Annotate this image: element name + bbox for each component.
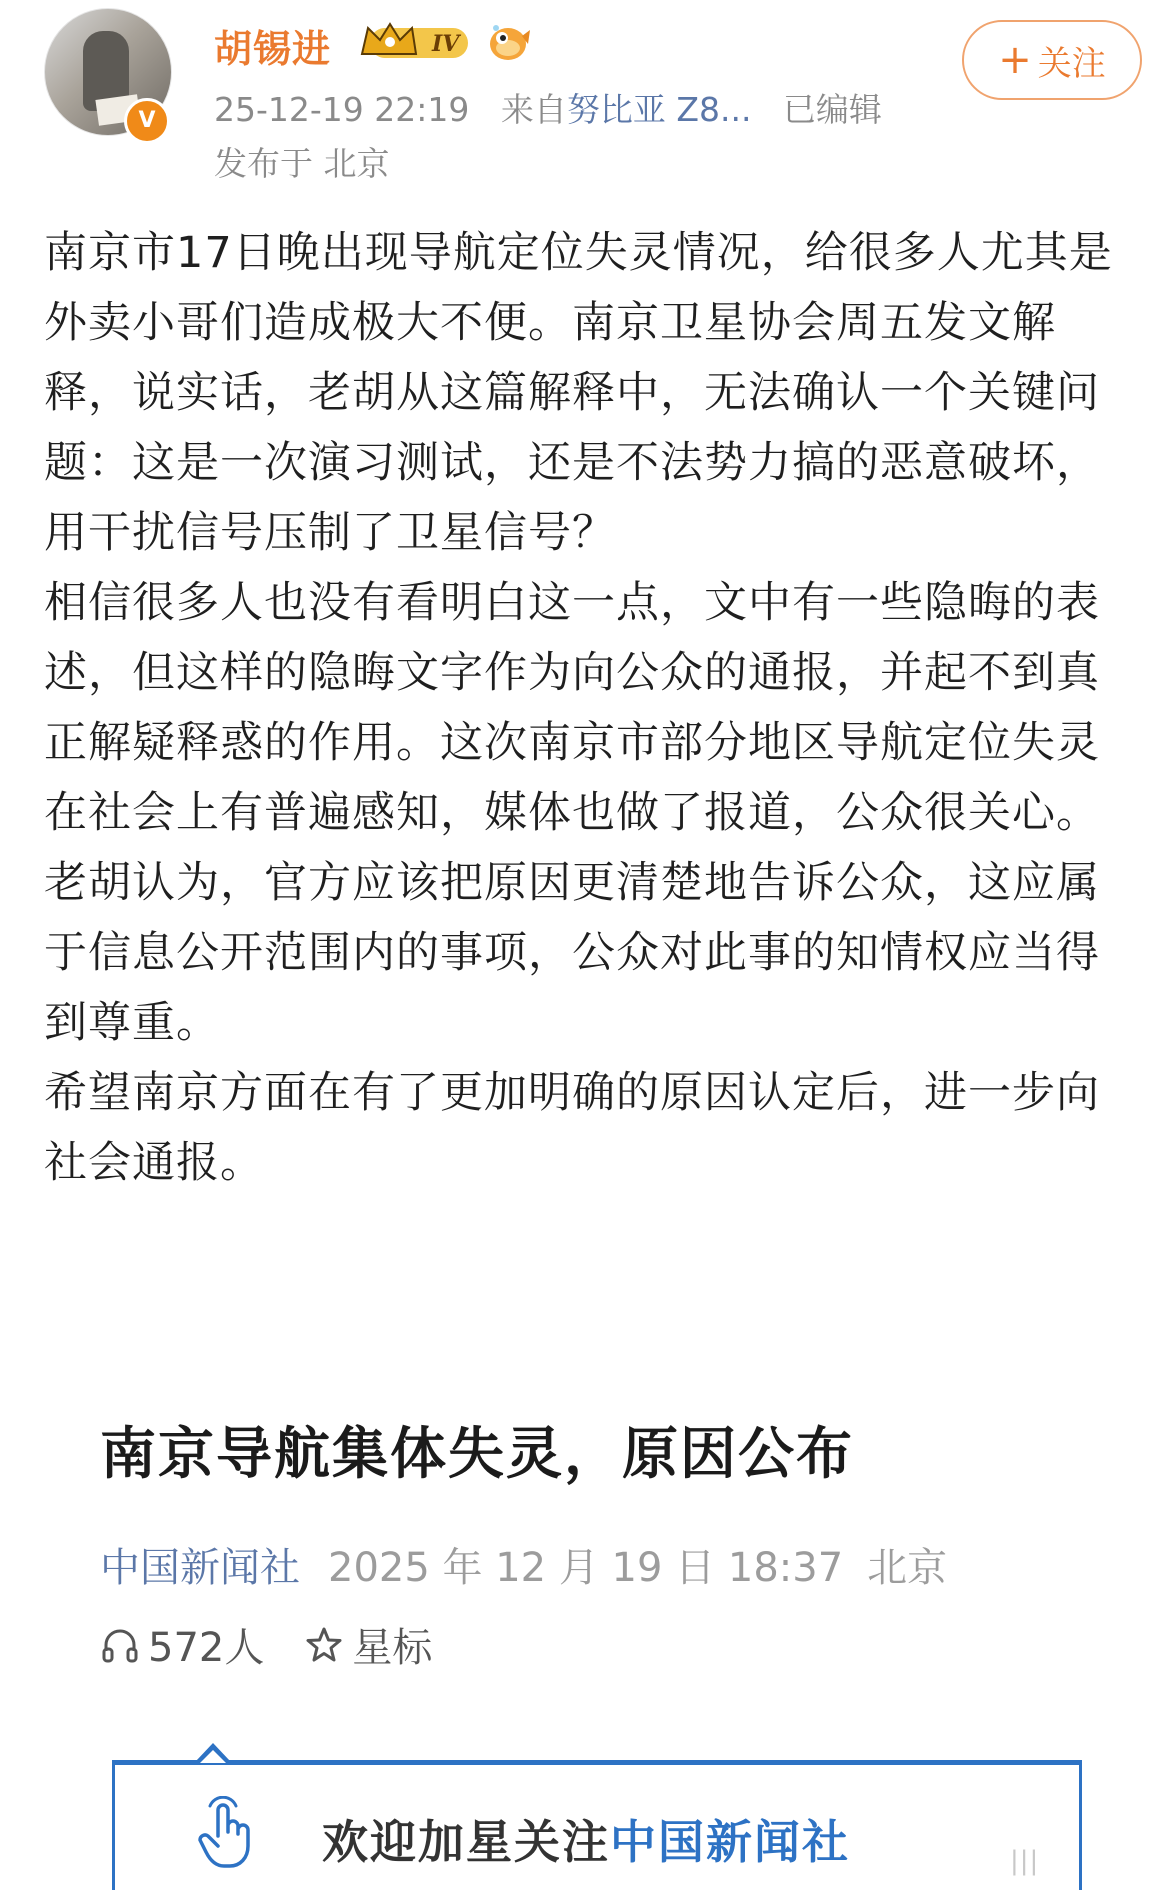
post-meta [214, 84, 882, 131]
watermark: ||| [1010, 1846, 1040, 1876]
article-date: 2025 年 12 月 19 日 18:37 [328, 1545, 844, 1591]
follow-label: 关注 [1037, 43, 1106, 84]
level-badge-text: IV [432, 31, 460, 57]
post-paragraph-2: 相信很多人也没有看明白这一点，文中有一些隐晦的表述，但这样的隐晦文字作为向公众的通报，并起不到真正解疑释惑的作用。这次南京市部分地区导航定位失灵在社会上有普遍感知，媒体也做了报道，公众很关心。老胡认为，官方应该把原因更清楚地告诉公众，这应属于信息公开范围内的事项，公众对此事的知情权应当得到尊重。 [44, 578, 1100, 1048]
crown-badge-icon [360, 20, 472, 64]
post-paragraph-1: 南京市17日晚出现导航定位失灵情况，给很多人尤其是外卖小哥们造成极大不便。南京卫星协会周五发文解释，说实话，老胡从这篇解释中，无法确认一个关键问题：这是一次演习测试，还是不法势力搞的恶意破坏，用干扰信号压制了卫星信号？ [44, 228, 1113, 558]
article-source[interactable]: 中国新闻社 [100, 1545, 300, 1591]
star-label: 星标 [352, 1625, 433, 1671]
article-title[interactable]: 南京导航集体失灵，原因公布 [100, 1422, 854, 1487]
article-place: 北京 [867, 1545, 948, 1591]
device-link[interactable]: 努比亚 Z8... [566, 90, 752, 129]
star-button[interactable] [304, 1616, 432, 1673]
listeners-label: 572人 [148, 1625, 265, 1671]
post-timestamp: 25-12-19 22:19 [214, 90, 470, 129]
post-location: 发布于 北京 [214, 144, 390, 183]
banner-prefix: 欢迎加星关注 [322, 1815, 610, 1869]
edited-label[interactable]: 已编辑 [782, 90, 882, 129]
verified-v-icon: V [124, 98, 170, 144]
listeners-count[interactable] [100, 1616, 264, 1673]
banner-notch-inner [200, 1750, 226, 1763]
article-stats [100, 1616, 472, 1673]
plus-icon: + [998, 37, 1032, 83]
article-meta [100, 1536, 947, 1593]
author-name[interactable]: 胡锡进 [214, 27, 332, 71]
source-prefix: 来自 [500, 90, 567, 129]
post-header [0, 0, 1170, 190]
hand-pointer-icon [194, 1796, 258, 1870]
post-body [44, 218, 1134, 1198]
fish-emoji-icon [486, 22, 532, 64]
headphones-icon [100, 1625, 140, 1665]
post-paragraph-3: 希望南京方面在有了更加明确的原因认定后，进一步向社会通报。 [44, 1068, 1100, 1188]
banner-brand: 中国新闻社 [610, 1815, 850, 1869]
star-outline-icon [304, 1625, 344, 1665]
follow-button[interactable] [962, 20, 1142, 100]
banner-text [322, 1806, 850, 1872]
